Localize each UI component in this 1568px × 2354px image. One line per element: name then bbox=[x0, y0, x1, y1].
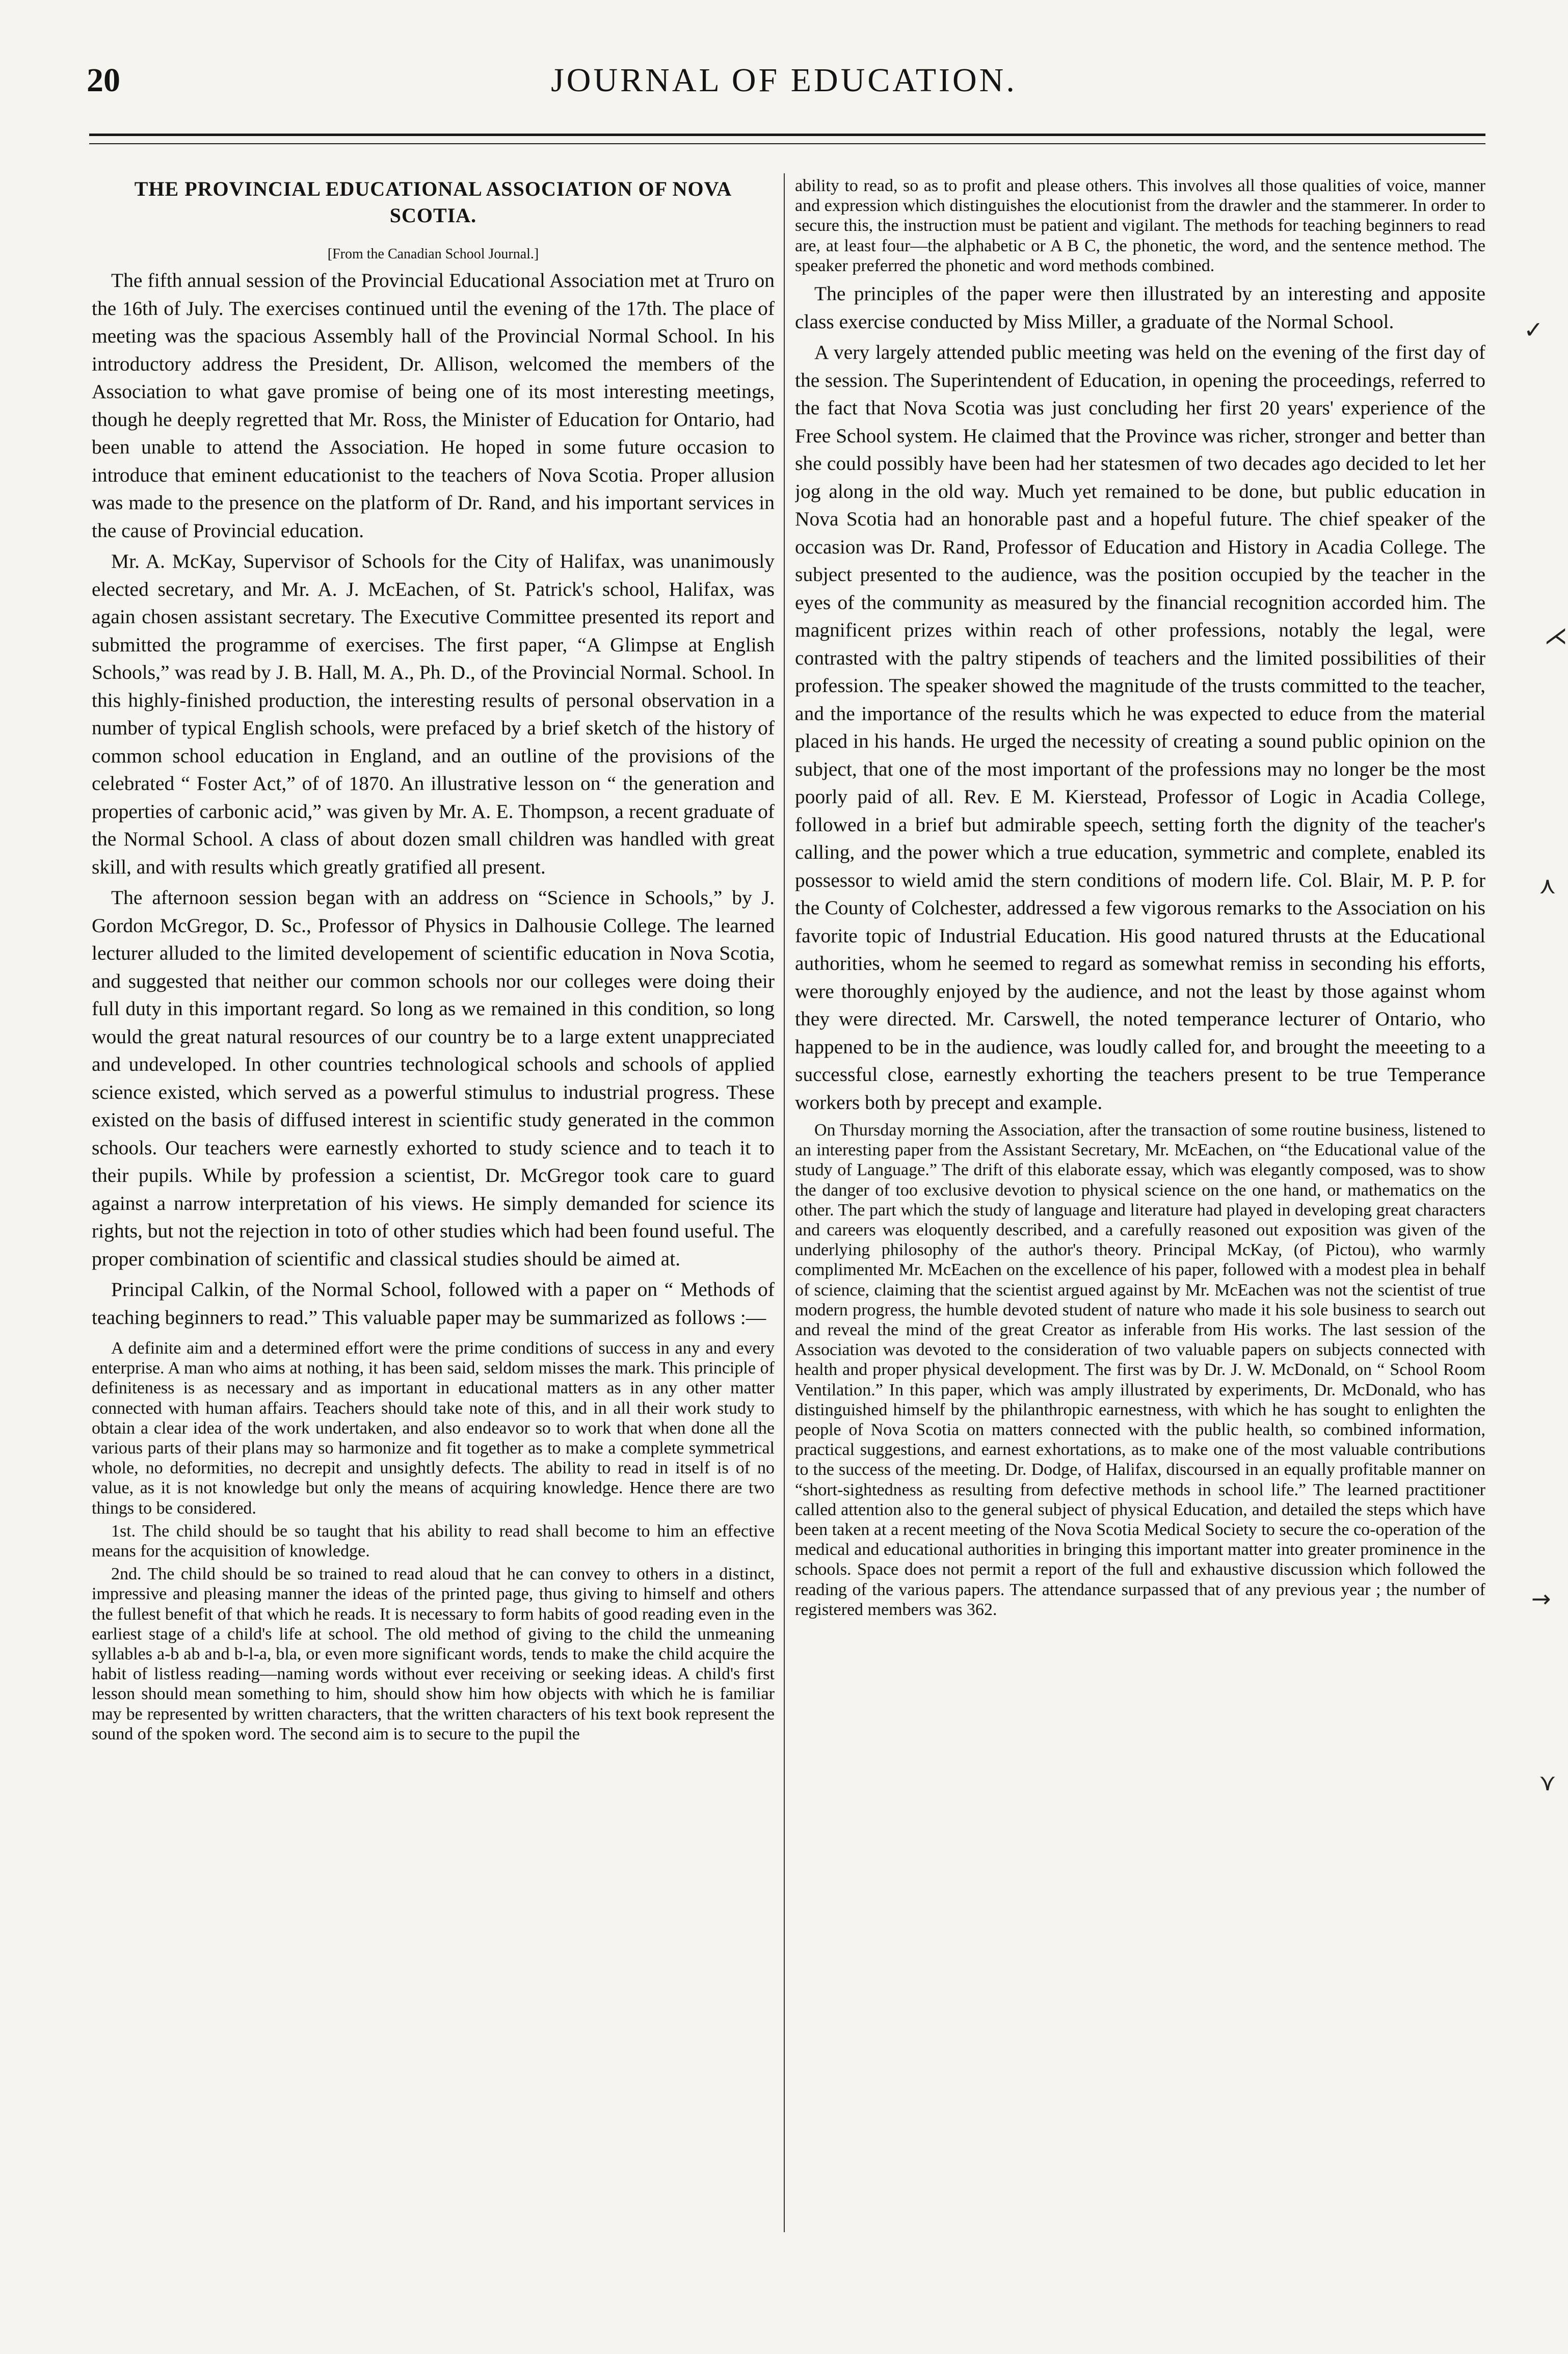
running-head: JOURNAL OF EDUCATION. bbox=[551, 62, 1017, 99]
paragraph: 2nd. The child should be so trained to read aloud that he can convey to others in a distinct, impressive and pleasing manner the ideas of the printed page, thus giving to himself and others the fullest benefit of that which he reads. It is necessary to form habits of good reading even in the earliest stage of a child's life at school. The old method of giving to the child the unmeaning syllables a-b ab and b-l-a, bla, or even more significant words, tends to make the child acquire the habit of listless reading—naming words without ever receiving or seeking ideas. A child's first lesson should mean something to him, should show him how objects with which he is familiar may be represented by written characters, that the written characters of his text book represent the sound of the spoken word. The second aim is to secure to the pupil the bbox=[92, 1565, 775, 1743]
paragraph: A very largely attended public meeting was held on the evening of the first day of the session. The Superintendent of Education, in opening the proceedings, referred to the fact that Nova Scotia was just concluding her first 20 years' experience of the Free School system. He claimed that the Province was richer, stronger and better than she could possibly have been had her statesmen of two decades ago decided to let her jog along in the old way. Much yet remained to be done, but public education in Nova Scotia had an honorable past and a hopeful future. The chief speaker of the occasion was Dr. Rand, Professor of Education and History in Acadia College. The subject presented to the audience, was the position occupied by the teacher in the eyes of the community as measured by the financial recognition accorded him. The magnificent prizes within reach of other professions, notably the legal, were contrasted with the paltry stipends of teachers and the limited possibilities of their profession. The speaker showed the magnitude of the trusts committed to the teacher, and the importance of the results which he was expected to educe from the material placed in his hands. He urged the necessity of creating a sound public opinion on the subject, that one of the most important of the professions may no longer be the most poorly paid of all. Rev. E M. Kierstead, Professor of Logic in Acadia College, followed in a brief but admirable speech, setting forth the dignity of the teacher's calling, and the power which a true education, symmetric and complete, enabled its possessor to wield amid the stern conditions of modern life. Col. Blair, M. P. P. for the County of Colchester, addressed a few vigorous remarks to the Association on his favorite topic of Industrial Education. His good natured thrusts at the Educational authorities, whom he seemed to regard as somewhat remiss in seconding his efforts, were thoroughly enjoyed by the audience, and not the least by those against whom they were directed. Mr. Carswell, the noted temperance lecturer of Ontario, who happened to be in the audience, was loudly called for, and brought the meeeting to a successful close, earnestly exhorting the teachers present to be true Temperance workers both by precept and example. bbox=[795, 341, 1485, 1114]
header-rule-thin bbox=[89, 143, 1485, 144]
right-large-text bbox=[795, 280, 1485, 1116]
paragraph: On Thursday morning the Association, after the transaction of some routine business, listened to an interesting paper from the Assistant Secretary, Mr. McEachen, on “the Educational value of the study of Language.” The drift of this elaborate essay, which was elegantly composed, was to show the danger of too exclusive devotion to physical science on the one hand, or mathematics on the other. The part which the study of language and literature had played in developing great characters and careers was eloquently described, and a carefully reasoned out exposition was given of the underlying philosophy of the author's theory. Principal McKay, (of Pictou), who warmly complimented Mr. McEachen on the excellence of his paper, followed with a modest plea in behalf of science, claiming that the scientist argued against by Mr. McEachen was not the scientist of true modern progress, the humble devoted student of nature who made it his sole business to search out and reveal the mind of the great Creator as inferable from His works. The last session of the Association was devoted to the consideration of two valuable papers on subjects connected with health and proper physical development. The first was by Dr. J. W. McDonald, on “ School Room Ventilation.” In this paper, which was amply illustrated by experiments, Dr. McDonald, who has distinguished himself by the philanthropic earnestness, with which he has sought to enlighten the people of Nova Scotia on matters connected with the public health, so combined information, practical suggestions, and earnest exhortations, as to make one of the most valuable contributions to the success of the meeting. Dr. Dodge, of Halifax, discoursed in an equally profitable manner on “short-sightedness as resulting from defective methods in school life.” The learned practitioner called attention also to the general subject of physical Education, and detailed the steps which have been taken at a recent meeting of the Nova Scotia Medical Society to secure the co-operation of the medical and educational authorities in bringing this important matter into greater prominence in the schools. Space does not permit a report of the full and exhaustive discussion which followed the reading of the various papers. The attendance surpassed that of any previous year ; the number of registered members was 362. bbox=[795, 1121, 1485, 1619]
margin-mark-icon: ⋌ bbox=[1544, 622, 1567, 649]
right-column bbox=[795, 176, 1485, 2247]
paragraph: Principal Calkin, of the Normal School, followed with a paper on “ Methods of teaching beginners to read.” This valuable paper may be summarized as follows :— bbox=[92, 1278, 775, 1329]
header-rule-thick bbox=[89, 134, 1485, 136]
paragraph: A definite aim and a determined effort were the prime conditions of success in any and every enterprise. A man who aims at nothing, it has been said, seldom misses the mark. This principle of definiteness is as necessary and as important in educational matters as in any other matter connected with human affairs. Teachers should take note of this, and in all their work study to obtain a clear idea of the work undertaken, and also endeavor so to work that when done all the various parts of their plans may so harmonize and fit together as to make a complete symmetrical whole, no deformities, no decrepit and unsightly defects. The ability to read in itself is of no value, as it is not knowledge but only the means of acquiring knowledge. Hence there are two things to be considered. bbox=[92, 1339, 775, 1518]
right-small-text-bottom bbox=[795, 1120, 1485, 1620]
paragraph: The principles of the paper were then illustrated by an interesting and apposite class exercise conducted by Miss Miller, a graduate of the Normal School. bbox=[795, 282, 1485, 333]
paragraph: 1st. The child should be so taught that his ability to read shall become to him an effective means for the acquisition of knowledge. bbox=[92, 1521, 775, 1561]
left-column bbox=[92, 176, 775, 2247]
article-title: THE PROVINCIAL EDUCATIONAL ASSOCIATION OF NOVA SCOTIA. bbox=[134, 177, 732, 227]
margin-mark-icon: ⋎ bbox=[1539, 1768, 1556, 1796]
left-small-text bbox=[92, 1338, 775, 1744]
article-source: [From the Canadian School Journal.] bbox=[327, 246, 539, 262]
margin-mark-icon: → bbox=[1531, 1585, 1551, 1612]
paragraph: The fifth annual session of the Provincial Educational Association met at Truro on the 16th of July. The exercises continued until the evening of the 17th. The place of meeting was the spacious Assembly hall of the Provincial Normal School. In his introductory address the President, Dr. Allison, welcomed the members of the Association to what gave promise of being one of its most interesting meetings, though he deeply regretted that Mr. Ross, the Minister of Education for Ontario, had been unable to attend the Association. He hoped in some future occasion to introduce that eminent educationist to the teachers of Nova Scotia. Proper allusion was made to the presence on the platform of Dr. Rand, and his important services in the cause of Provincial education. bbox=[92, 269, 775, 542]
right-small-text-top bbox=[795, 176, 1485, 276]
left-large-text bbox=[92, 267, 775, 1331]
margin-mark-icon: ⋏ bbox=[1539, 871, 1556, 899]
paragraph: Mr. A. McKay, Supervisor of Schools for the City of Halifax, was unanimously elected secretary, and Mr. A. J. McEachen, of St. Patrick's school, Halifax, was again chosen assistant secretary. The Executive Committee presented its report and submitted the programme of exercises. The first paper, “A Glimpse at English Schools,” was read by J. B. Hall, M. A., Ph. D., of the Provincial Normal. School. In this highly-finished production, the interesting results of personal observation in a number of typical English schools, were prefaced by a brief sketch of the history of common school education in England, and an outline of the provisions of the celebrated “ Foster Act,” of of 1870. An illustrative lesson on “ the generation and properties of carbonic acid,” was given by Mr. A. E. Thompson, a recent graduate of the Normal School. A class of about dozen small children was handled with great skill, and with results which greatly gratified all present. bbox=[92, 550, 775, 878]
page-number: 20 bbox=[87, 62, 120, 99]
paragraph: The afternoon session began with an address on “Science in Schools,” by J. Gordon McGregor, D. Sc., Professor of Physics in Dalhousie College. The learned lecturer alluded to the limited developement of scientific education in Nova Scotia, and suggested that neither our common schools nor our colleges were doing their full duty in this important regard. So long as we remained in this condition, so long would the great natural resources of our country be to a large extent unappreciated and undeveloped. In other countries technological schools and schools of applied science existed, which served as a powerful stimulus to industrial progress. These existed on the basis of diffused interest in scientific study generated in the common schools. Our teachers were earnestly exhorted to study science and to teach it to their pupils. While by profession a scientist, Dr. McGregor took care to guard against a narrow interpretation of his views. He simply demanded for science its rights, but not the rejection in toto of other studies which had been found useful. The proper combination of scientific and classical studies should be aimed at. bbox=[92, 886, 775, 1270]
margin-mark-icon: ✓ bbox=[1524, 316, 1544, 343]
paragraph: ability to read, so as to profit and please others. This involves all those qualities of voice, manner and expression which distinguishes the elocutionist from the drawler and the stammerer. In order to secure this, the instruction must be patient and vigilant. The methods for teaching beginners to read are, at least four—the alphabetic or A B C, the phonetic, the word, and the sentence method. The speaker preferred the phonetic and word methods combined. bbox=[795, 176, 1485, 275]
column-divider bbox=[784, 173, 785, 2232]
